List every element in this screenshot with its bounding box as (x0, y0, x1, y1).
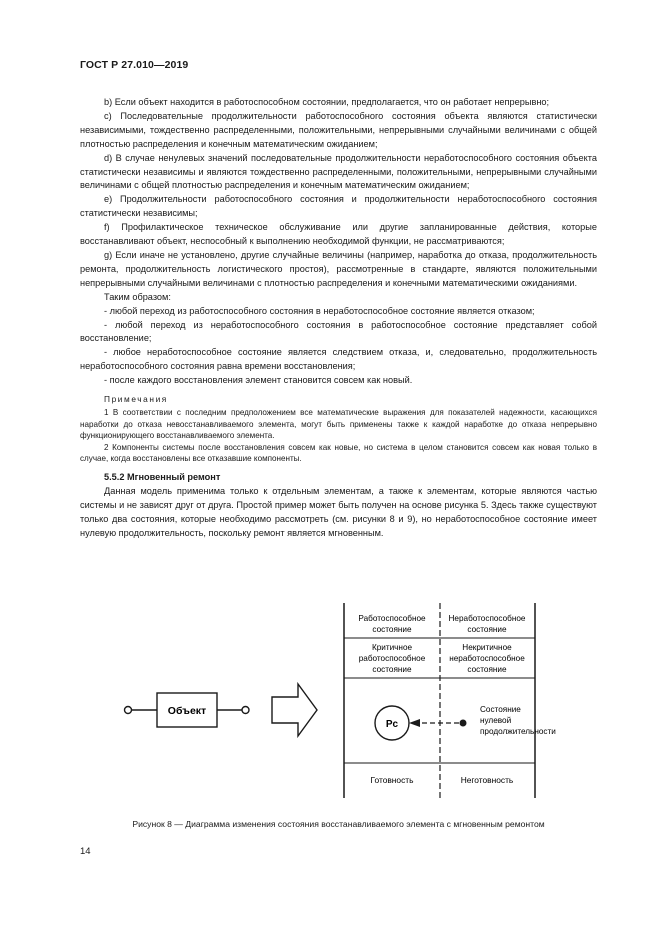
page-body (80, 96, 597, 540)
zero-state-dot (460, 720, 467, 727)
col1-sub-line3: состояние (372, 665, 412, 674)
note-item: 2 Компоненты системы после восстановления совсем как новые, но система в целом становится совсем как новая только в случае, когда восстановлены все отказавшие компоненты. (80, 442, 597, 464)
list-item: - после каждого восстановления элемент становится совсем как новый. (104, 375, 413, 386)
paragraph: Таким образом: (104, 291, 171, 302)
figure-caption: Рисунок 8 — Диаграмма изменения состояния восстанавливаемого элемента с мгновенным ремонтом (132, 819, 545, 829)
col1-footer: Готовность (370, 775, 414, 785)
list-item: - любой переход из неработоспособного состояния в работоспособное состояние представляет собой восстановление; (80, 319, 597, 344)
col2-header-line2: состояние (467, 625, 507, 634)
zero-state-label-line3: продолжительности (480, 727, 556, 736)
paragraph: c) Последовательные продолжительности работоспособного состояния объекта являются статистически независимыми, тождественно распределенными, положительными, непрерывными случайными величинами с общей плотностью распределения и конечным математическим ожиданием; (80, 110, 597, 149)
object-label: Объект (167, 705, 207, 717)
paragraph: b) Если объект находится в работоспособном состоянии, предполагается, что он работает непрерывно; (104, 97, 550, 107)
document-header: ГОСТ Р 27.010—2019 (80, 59, 189, 71)
note-item: 1 В соответствии с последним предположением все математические выражения для показателей надежности, касающихся наработки до отказа невосстанавливаемого элемента, могут быть применены также к каждой наработке до отказа непрерывно функционирующего восстанавливаемого элемента. (80, 407, 597, 441)
paragraph: f) Профилактическое техническое обслуживание или другие запланированные действия, которые восстанавливают объект, неспособный к выполнению необходимой функции, не рассматриваются; (80, 222, 597, 247)
zero-state-label-line1: Состояние (480, 705, 521, 714)
notes-title: Примечания (104, 394, 168, 405)
col1-header-line2: состояние (372, 625, 412, 634)
transition-arrow-icon (409, 719, 420, 727)
list-item: - любое неработоспособное состояние является следствием отказа, и, следовательно, продолжительность неработоспособного состояния равна времени восстановления; (80, 347, 597, 372)
section-title: 5.5.2 Мгновенный ремонт (104, 471, 221, 482)
col2-sub-line2: неработоспособное (449, 654, 525, 663)
input-terminal (125, 707, 132, 714)
col1-header-line1: Работоспособное (358, 614, 426, 623)
list-item: - любой переход из работоспособного состояния в неработоспособное состояние является отказом; (104, 305, 535, 316)
col1-sub-line1: Критичное (371, 643, 413, 652)
paragraph: e) Продолжительности работоспособного состояния и продолжительности неработоспособного состояния статистически независимы; (80, 194, 597, 219)
col1-sub-line2: работоспособное (358, 654, 426, 663)
zero-state-label-line2: нулевой (480, 716, 512, 725)
state-diagram (100, 600, 600, 815)
col2-header-line1: Неработоспособное (448, 614, 526, 623)
col2-sub-line3: состояние (467, 665, 507, 674)
output-terminal (242, 707, 249, 714)
col2-footer: Неготовность (460, 775, 514, 785)
section-paragraph: Данная модель применима только к отдельным элементам, а также к элементам, которые являются частью системы и не зависят друг от друга. Простой пример может быть получен на основе рисунка 5. Здесь также существуют только два состояния, которые необходимо рассмотреть (см. рисунки 8 и 9), но неработоспособное состояние имеет нулевую продолжительность, поскольку ремонт является мгновенным. (80, 485, 597, 538)
paragraph: d) В случае ненулевых значений последовательные продолжительности неработоспособного состояния объекта статистически независимы и являются тождественно распределенными, положительными, непрерывными случайными величинами с общей плотностью распределения и конечным математическим ожиданием; (80, 152, 597, 191)
col2-sub-line1: Некритичное (462, 643, 512, 652)
paragraph: g) Если иначе не установлено, другие случайные величины (например, наработка до отказа, продолжительность ремонта, продолжительность логистического простоя), рассмотренные в стандарте, являются положительными непрерывными случайными величинами с плотностью распределения и конечными математическими ожиданиями. (80, 249, 597, 288)
page-number: 14 (80, 846, 91, 857)
transform-arrow-icon (272, 684, 317, 736)
state-node-label: Рс (385, 719, 399, 730)
